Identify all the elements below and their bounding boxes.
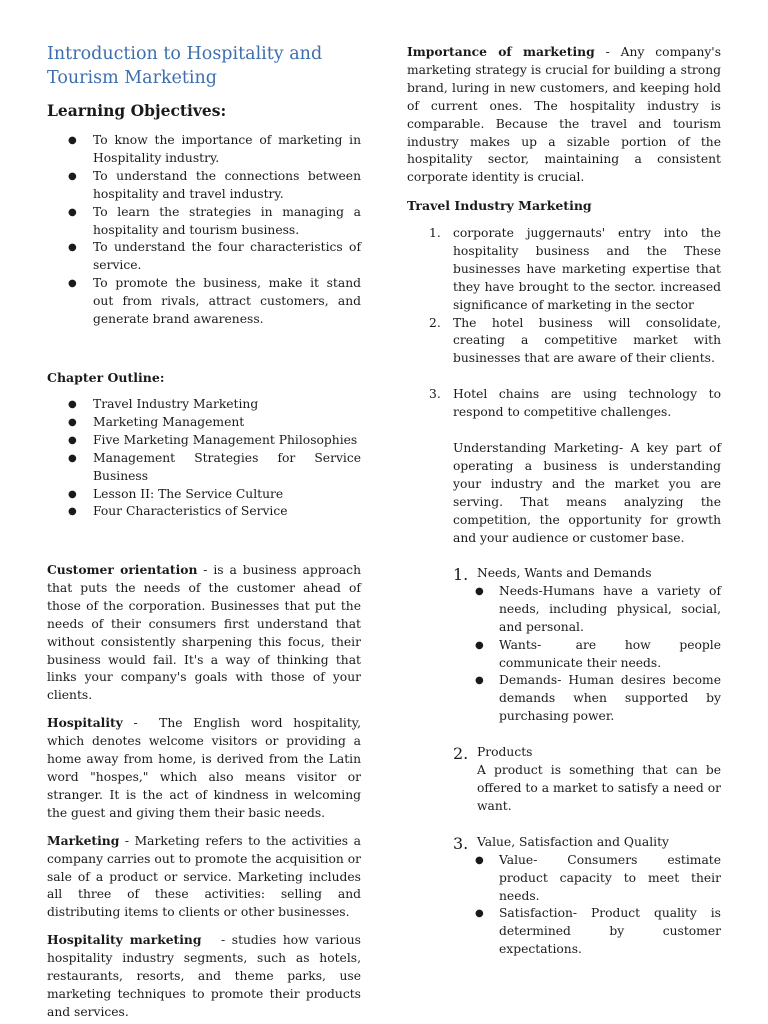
list-number: 1. (429, 226, 441, 240)
chapter-outline-heading: Chapter Outline: (47, 370, 165, 385)
marketing-concepts (407, 565, 725, 959)
importance-of-marketing (407, 43, 721, 187)
list-number: 3. (429, 387, 441, 402)
definition-text: The English word hospitality, which denotes welcome visitors or providing a home away from home, is derived from the Latin word "hospes," which also means visitor or stranger. It is the act of kindness in welcoming the guest and giving them their basic needs. (47, 716, 361, 820)
list-item: ● Demands- Human desires become demands when supported by purchasing power. (453, 672, 721, 726)
chapter-outline-list (47, 396, 361, 521)
list-item: ● Wants- are how people communicate their needs. (453, 637, 721, 673)
list-item-text: The hotel business will consolidate, creating a competitive market with businesses that are aware of their clients. (453, 315, 721, 366)
concept-text: A product is something that can be offered to a market to satisfy a need or want. (477, 763, 721, 813)
list-item: ● To learn the strategies in managing a hospitality and tourism business. (47, 204, 361, 240)
travel-industry-list (407, 225, 721, 422)
list-item: ● Management Strategies for Service Business (47, 450, 361, 486)
list-item-text: Hotel chains are using technology to respond to competitive challenges. (453, 387, 721, 420)
travel-industry-marketing (407, 197, 721, 548)
chapter-outline (47, 369, 361, 521)
definition-sep: - (197, 563, 214, 577)
list-number: 2. (429, 315, 441, 330)
understanding-marketing: Understanding Marketing- A key part of operating a business is understanding your industry and the market you are serving. That means analyzing the competition, the opportunity for growth and your audience or customer base. (453, 441, 721, 545)
importance-sep: - (594, 45, 621, 59)
definition-sep: - (119, 833, 135, 848)
concept-number: 2. (453, 744, 469, 764)
concept-products (407, 744, 721, 816)
importance-paragraph (407, 43, 721, 187)
importance-text: Any company's marketing strategy is crucial for building a strong brand, luring in new customers, and keeping hold of current ones. The hospitality industry is comparable. Because the travel and tourism industry makes up a sizable portion of the hospitality sector, maintaining a consistent corporate identity is crucial. (407, 45, 721, 185)
definition-term: Hospitality (47, 715, 123, 731)
definitions (47, 561, 361, 1022)
importance-term: Importance of marketing (407, 44, 595, 59)
learning-objectives-heading: Learning Objectives: (47, 101, 227, 120)
concept-needs (407, 565, 725, 726)
list-item: ● To understand the connections between hospitality and travel industry. (47, 168, 361, 204)
concept-bullets (453, 852, 725, 959)
definition-term: Hospitality marketing (47, 932, 202, 948)
list-item: ● Four Characteristics of Service (47, 503, 361, 521)
concept-number: 3. (453, 833, 469, 853)
list-item: ● Needs-Humans have a variety of needs, including physical, social, and personal. (453, 583, 721, 637)
definition-hospitality (47, 714, 361, 822)
definition-term: Marketing (47, 832, 120, 848)
list-item: ● Marketing Management (47, 414, 361, 432)
definition-text: Marketing refers to the activities a company carries out to promote the acquisition or sale of a product or service. Marketing includes all three of these activities: selling and distributing items to clients or other businesses. (47, 833, 361, 920)
concept-label: Value, Satisfaction and Quality (477, 834, 669, 849)
travel-industry-heading: Travel Industry Marketing (407, 198, 592, 213)
learning-objectives-list-wrap (47, 132, 361, 329)
list-item-text: corporate juggernauts' entry into the hospitality business and the These businesses have marketing expertise that they have brought to the sector. increased significance of marketing in the sector (453, 226, 721, 312)
definition-hospitality-marketing (47, 931, 361, 1022)
definition-text: studies how various hospitality industry segments, such as hotels, restaurants, resorts, and theme parks, use marketing techniques to promote their products and services. (47, 933, 361, 1019)
list-item: ● Value- Consumers estimate product capacity to meet their needs. (453, 852, 721, 906)
definition-term: Customer orientation (47, 562, 198, 577)
definition-text: is a business approach that puts the needs of the customer ahead of those of the corporation. Businesses that put the needs of their consumers first understand that without consistently sharpening this focus, their business would fail. It's a way of thinking that links your company's goals with those of your clients. (47, 563, 361, 703)
list-item: ● To promote the business, make it stand out from rivals, attract customers, and generate brand awareness. (47, 275, 361, 329)
list-item: ● To know the importance of marketing in Hospitality industry. (47, 132, 361, 168)
page-title: Introduction to Hospitality and Tourism Marketing (47, 44, 323, 88)
list-item (407, 315, 721, 369)
concept-value (407, 833, 725, 959)
list-item: ● To understand the four characteristics of service. (47, 239, 361, 275)
learning-objectives-list (47, 132, 361, 329)
list-item: ● Lesson II: The Service Culture (47, 486, 361, 504)
list-item: ● Satisfaction- Product quality is determined by customer expectations. (453, 905, 721, 959)
definition-sep: - (122, 716, 160, 731)
concept-label: Products (477, 745, 533, 760)
definition-customer-orientation (47, 561, 361, 705)
concept-bullets (453, 583, 725, 726)
list-item: ● Travel Industry Marketing (47, 396, 361, 414)
list-item (407, 386, 721, 422)
definition-sep: - (201, 933, 232, 948)
definition-marketing (47, 832, 361, 923)
concept-label: Needs, Wants and Demands (477, 566, 652, 580)
concept-number: 1. (453, 565, 469, 584)
list-item: ● Five Marketing Management Philosophies (47, 432, 361, 450)
list-item (407, 225, 721, 315)
